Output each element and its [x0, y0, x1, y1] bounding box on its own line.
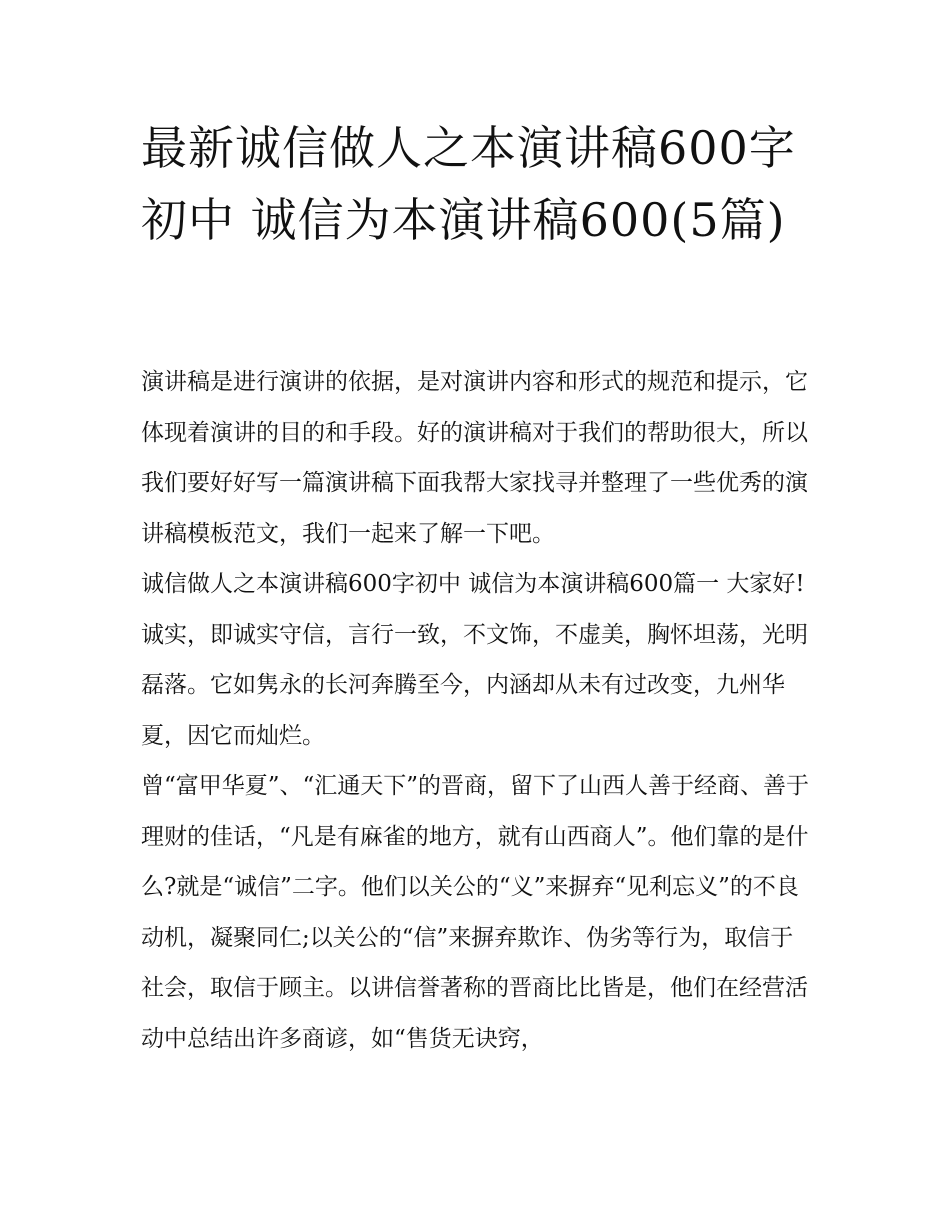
- document-title: 最新诚信做人之本演讲稿600字初中 诚信为本演讲稿600(5篇): [141, 121, 796, 247]
- paragraph-greeting: 诚信做人之本演讲稿600字初中 诚信为本演讲稿600篇一 大家好!: [141, 571, 805, 597]
- paragraph-jin-merchants: 曾“富甲华夏”、“汇通天下”的晋商，留下了山西人善于经商、善于理财的佳话，“凡是有麻雀的地方，就有山西商人”。他们靠的是什么?就是“诚信”二字。他们以关公的“义”来摒弃“见利忘义”的不良动机，凝聚同仁;以关公的“信”来摒弃欺诈、伪劣等行为，取信于社会，取信于顾主。以讲信誉著称的晋商比比皆是，他们在经营活动中总结出许多商谚，如“售货无诀窍，: [141, 773, 810, 1052]
- document-body: [141, 357, 813, 1064]
- paragraph-intro: 演讲稿是进行演讲的依据，是对演讲内容和形式的规范和提示，它体现着演讲的目的和手段。好的演讲稿对于我们的帮助很大，所以我们要好好写一篇演讲稿下面我帮大家找寻并整理了一些优秀的演讲稿模板范文，我们一起来了解一下吧。: [141, 369, 808, 547]
- paragraph-honesty: 诚实，即诚实守信，言行一致，不文饰，不虚美，胸怀坦荡，光明磊落。它如隽永的长河奔腾至今，内涵却从未有过改变，九州华夏，因它而灿烂。: [141, 621, 808, 749]
